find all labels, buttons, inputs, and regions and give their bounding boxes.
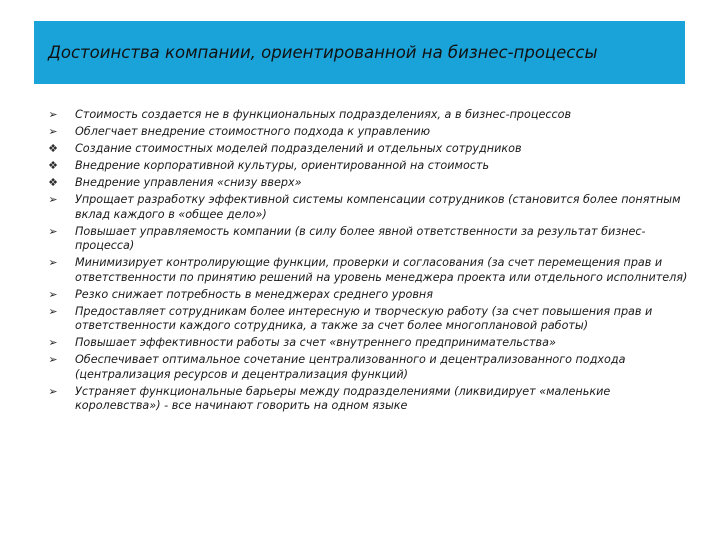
list-item-text: Упрощает разработку эффективной системы компенсации сотрудников (становится более понятным вклад каждого в «общее дело») bbox=[75, 192, 681, 221]
list-item-text: Устраняет функциональные барьеры между подразделениями (ликвидирует «маленькие королевства») - все начинают говорить на одном языке bbox=[75, 384, 611, 413]
list-item-text: Обеспечивает оптимальное сочетание централизованного и децентрализованного подхода (централизация ресурсов и децентрализация функций) bbox=[75, 353, 626, 381]
arrow-bullet-icon: ➢ bbox=[48, 192, 58, 206]
arrow-bullet-icon: ➢ bbox=[48, 304, 58, 318]
title-banner bbox=[34, 21, 685, 84]
bullet-list bbox=[46, 108, 691, 416]
list-item bbox=[46, 108, 691, 123]
list-item-text: Минимизирует контролирующие функции, проверки и согласования (за счет перемещения прав и ответственности по принятию решений на уровень менеджера проекта или отдельного исполнителя) bbox=[75, 256, 688, 284]
arrow-bullet-icon: ➢ bbox=[48, 256, 58, 270]
list-item bbox=[46, 288, 691, 303]
list-item bbox=[46, 142, 691, 157]
list-item bbox=[46, 193, 691, 222]
list-item bbox=[46, 305, 691, 334]
arrow-bullet-icon: ➢ bbox=[48, 384, 58, 398]
arrow-bullet-icon: ➢ bbox=[48, 224, 58, 238]
diamond-bullet-icon: ❖ bbox=[48, 175, 58, 189]
diamond-bullet-icon: ❖ bbox=[48, 158, 58, 172]
list-item-text: Облегчает внедрение стоимостного подхода к управлению bbox=[75, 124, 431, 138]
list-item bbox=[46, 353, 691, 382]
list-item-text: Повышает эффективности работы за счет «внутреннего предпринимательства» bbox=[75, 336, 556, 350]
list-item-text: Внедрение корпоративной культуры, ориентированной на стоимость bbox=[75, 158, 490, 172]
arrow-bullet-icon: ➢ bbox=[48, 287, 58, 301]
list-item-text: Предоставляет сотрудникам более интересную и творческую работу (за счет повышения прав и ответственности каждого сотрудника, а также за счет более многоплановой работы) bbox=[75, 304, 653, 333]
list-item bbox=[46, 336, 691, 351]
arrow-bullet-icon: ➢ bbox=[48, 124, 58, 138]
list-item bbox=[46, 125, 691, 140]
arrow-bullet-icon: ➢ bbox=[48, 108, 58, 121]
list-item-text: Внедрение управления «снизу вверх» bbox=[75, 175, 302, 189]
list-item-text: Стоимость создается не в функциональных подразделениях, а в бизнес-процессов bbox=[75, 108, 572, 121]
list-item bbox=[46, 256, 691, 285]
arrow-bullet-icon: ➢ bbox=[48, 353, 58, 367]
list-item-text: Создание стоимостных моделей подразделений и отдельных сотрудников bbox=[75, 141, 522, 155]
list-item bbox=[46, 159, 691, 174]
list-item bbox=[46, 225, 691, 254]
list-item bbox=[46, 385, 691, 414]
slide-title: Достоинства компании, ориентированной на бизнес-процессы bbox=[48, 43, 598, 62]
diamond-bullet-icon: ❖ bbox=[48, 141, 58, 155]
list-item-text: Резко снижает потребность в менеджерах среднего уровня bbox=[75, 287, 433, 301]
list-item-text: Повышает управляемость компании (в силу более явной ответственности за результат бизнес-процесса) bbox=[75, 224, 646, 253]
arrow-bullet-icon: ➢ bbox=[48, 336, 58, 350]
list-item bbox=[46, 176, 691, 191]
